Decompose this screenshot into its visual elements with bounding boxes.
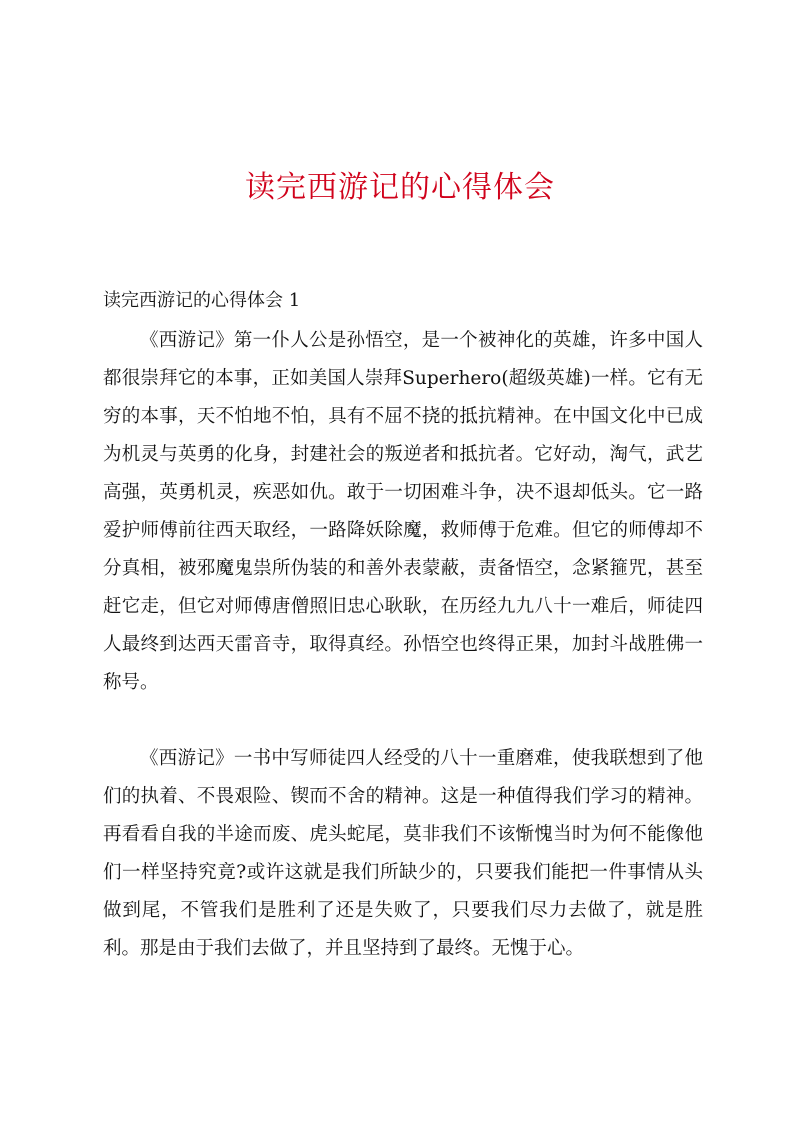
document-title: 读完西游记的心得体会: [245, 170, 555, 205]
body-paragraph-1: 《西游记》第一仆人公是孙悟空，是一个被神化的英雄，许多中国人都很崇拜它的本事，正如美国人崇拜Superhero(超级英雄)一样。它有无穷的本事，天不怕地不怕，具有不屈不挠的抵抗精神。在中国文化中已成为机灵与英勇的化身，封建社会的叛逆者和抵抗者。它好动，淘气，武艺高强，英勇机灵，疾恶如仇。敢于一切困难斗争，决不退却低头。它一路爱护师傅前往西天取经，一路降妖除魔，救师傅于危难。但它的师傅却不分真相，被邪魔鬼祟所伪装的和善外表蒙蔽，责备悟空，念紧箍咒，甚至赶它走，但它对师傅唐僧照旧忠心耿耿，在历经九九八十一难后，师徒四人最终到达西天雷音寺，取得真经。孙悟空也终得正果，加封斗战胜佛一称号。: [103, 330, 703, 693]
section-heading: 读完西游记的心得体会 1: [103, 290, 301, 311]
body-paragraph-2: 《西游记》一书中写师徒四人经受的八十一重磨难，使我联想到了他们的执着、不畏艰险、锲而不舍的精神。这是一种值得我们学习的精神。再看看自我的半途而废、虎头蛇尾，莫非我们不该惭愧当时为何不能像他们一样坚持究竟?或许这就是我们所缺少的，只要我们能把一件事情从头做到尾，不管我们是胜利了还是失败了，只要我们尽力去做了，就是胜利。那是由于我们去做了，并且坚持到了最终。无愧于心。: [103, 748, 703, 959]
